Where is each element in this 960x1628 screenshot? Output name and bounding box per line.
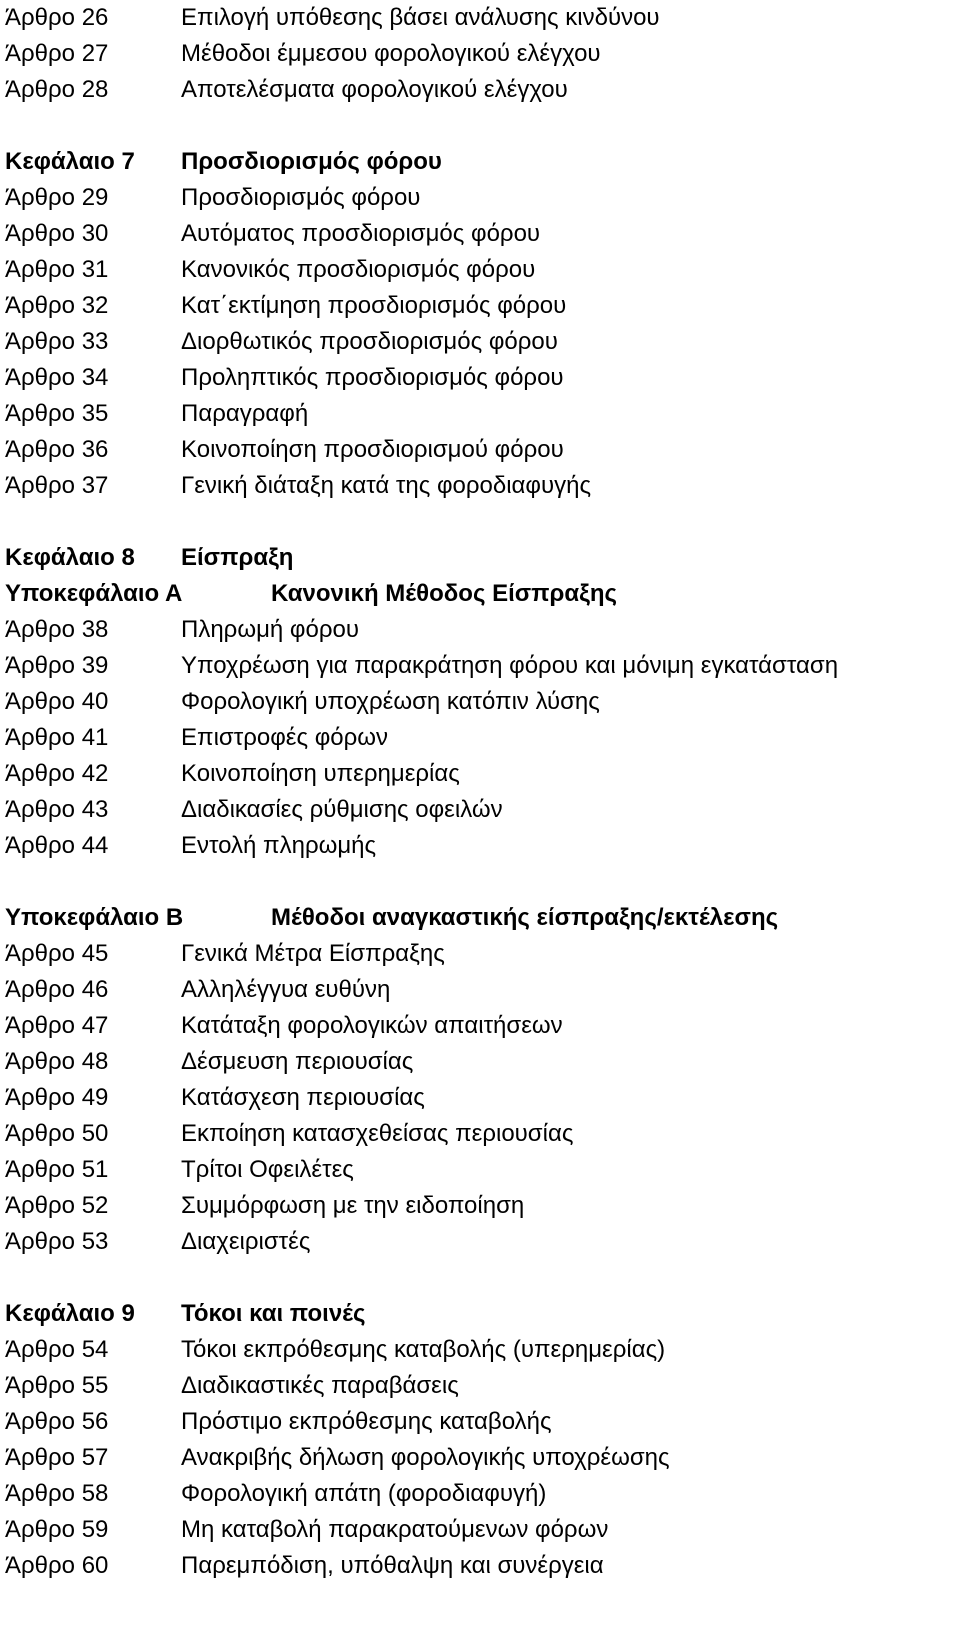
- article-label: Άρθρο 27: [5, 40, 109, 67]
- article-row: [5, 288, 955, 324]
- article-row: [5, 432, 955, 468]
- article-title: Γενικά Μέτρα Είσπραξης: [181, 940, 445, 967]
- article-label: Άρθρο 53: [5, 1228, 109, 1255]
- article-label: Άρθρο 35: [5, 400, 109, 427]
- article-row: [5, 180, 955, 216]
- article-title: Κοινοποίηση υπερημερίας: [181, 760, 460, 787]
- article-title: Επιστροφές φόρων: [181, 724, 388, 751]
- article-row: [5, 1548, 955, 1584]
- section-spacer: [5, 1260, 955, 1296]
- chapter-label: Κεφάλαιο 9: [5, 1300, 135, 1327]
- article-row: [5, 828, 955, 864]
- article-label: Άρθρο 56: [5, 1408, 109, 1435]
- article-row: [5, 1476, 955, 1512]
- article-title: Κατάταξη φορολογικών απαιτήσεων: [181, 1012, 563, 1039]
- chapter-label: Κεφάλαιο 7: [5, 148, 135, 175]
- article-label: Άρθρο 37: [5, 472, 109, 499]
- section-spacer: [5, 864, 955, 900]
- chapter-heading: [5, 144, 955, 180]
- article-title: Διορθωτικός προσδιορισμός φόρου: [181, 328, 558, 355]
- article-title: Δέσμευση περιουσίας: [181, 1048, 414, 1075]
- article-title: Αυτόματος προσδιορισμός φόρου: [181, 220, 541, 247]
- article-row: [5, 972, 955, 1008]
- article-label: Άρθρο 46: [5, 976, 109, 1003]
- article-label: Άρθρο 51: [5, 1156, 109, 1183]
- article-label: Άρθρο 28: [5, 76, 109, 103]
- article-title: Διαδικαστικές παραβάσεις: [181, 1372, 459, 1399]
- article-row: [5, 252, 955, 288]
- article-row: [5, 1332, 955, 1368]
- article-row: [5, 216, 955, 252]
- article-label: Άρθρο 29: [5, 184, 109, 211]
- article-label: Άρθρο 26: [5, 4, 109, 31]
- article-title: Πρόστιμο εκπρόθεσμης καταβολής: [181, 1408, 552, 1435]
- article-title: Προσδιορισμός φόρου: [181, 184, 421, 211]
- section-spacer: [5, 108, 955, 144]
- section-spacer: [5, 504, 955, 540]
- article-label: Άρθρο 50: [5, 1120, 109, 1147]
- article-row: [5, 648, 955, 684]
- table-of-contents: [5, 0, 955, 1584]
- chapter-title: Είσπραξη: [181, 544, 294, 571]
- article-row: [5, 720, 955, 756]
- article-row: [5, 1008, 955, 1044]
- article-row: [5, 1368, 955, 1404]
- article-row: [5, 324, 955, 360]
- article-title: Επιλογή υπόθεσης βάσει ανάλυσης κινδύνου: [181, 4, 660, 31]
- article-row: [5, 612, 955, 648]
- article-row: [5, 1512, 955, 1548]
- article-title: Εντολή πληρωμής: [181, 832, 377, 859]
- article-label: Άρθρο 44: [5, 832, 109, 859]
- article-label: Άρθρο 40: [5, 688, 109, 715]
- article-title: Φορολογική υποχρέωση κατόπιν λύσης: [181, 688, 600, 715]
- article-label: Άρθρο 42: [5, 760, 109, 787]
- article-title: Υποχρέωση για παρακράτηση φόρου και μόνιμη εγκατάσταση: [181, 652, 839, 679]
- chapter-heading: [5, 540, 955, 576]
- article-row: [5, 936, 955, 972]
- article-row: [5, 360, 955, 396]
- article-label: Άρθρο 32: [5, 292, 109, 319]
- article-label: Άρθρο 36: [5, 436, 109, 463]
- article-label: Άρθρο 41: [5, 724, 109, 751]
- article-row: [5, 468, 955, 504]
- article-title: Προληπτικός προσδιορισμός φόρου: [181, 364, 564, 391]
- article-label: Άρθρο 49: [5, 1084, 109, 1111]
- article-label: Άρθρο 48: [5, 1048, 109, 1075]
- article-label: Άρθρο 54: [5, 1336, 109, 1363]
- article-title: Κατ΄εκτίμηση προσδιορισμός φόρου: [181, 292, 567, 319]
- article-title: Εκποίηση κατασχεθείσας περιουσίας: [181, 1120, 574, 1147]
- subchapter-label: Υποκεφάλαιο Α: [5, 580, 183, 607]
- article-label: Άρθρο 57: [5, 1444, 109, 1471]
- article-label: Άρθρο 60: [5, 1552, 109, 1579]
- article-label: Άρθρο 58: [5, 1480, 109, 1507]
- article-title: Τρίτοι Οφειλέτες: [181, 1156, 354, 1183]
- article-label: Άρθρο 47: [5, 1012, 109, 1039]
- article-label: Άρθρο 31: [5, 256, 109, 283]
- article-title: Αλληλέγγυα ευθύνη: [181, 976, 391, 1003]
- article-label: Άρθρο 52: [5, 1192, 109, 1219]
- article-row: [5, 792, 955, 828]
- chapter-title: Τόκοι και ποινές: [181, 1300, 366, 1327]
- article-row: [5, 1044, 955, 1080]
- article-title: Ανακριβής δήλωση φορολογικής υποχρέωσης: [181, 1444, 670, 1471]
- article-title: Αποτελέσματα φορολογικού ελέγχου: [181, 76, 568, 103]
- article-label: Άρθρο 38: [5, 616, 109, 643]
- article-title: Παρεμπόδιση, υπόθαλψη και συνέργεια: [181, 1552, 604, 1579]
- article-title: Κατάσχεση περιουσίας: [181, 1084, 425, 1111]
- article-label: Άρθρο 39: [5, 652, 109, 679]
- article-title: Κοινοποίηση προσδιορισμού φόρου: [181, 436, 564, 463]
- subchapter-title: Μέθοδοι αναγκαστικής είσπραξης/εκτέλεσης: [271, 904, 779, 931]
- article-label: Άρθρο 30: [5, 220, 109, 247]
- article-row: [5, 1440, 955, 1476]
- subchapter-label: Υποκεφάλαιο Β: [5, 904, 184, 931]
- article-title: Φορολογική απάτη (φοροδιαφυγή): [181, 1480, 547, 1507]
- article-title: Συμμόρφωση με την ειδοποίηση: [181, 1192, 525, 1219]
- chapter-label: Κεφάλαιο 8: [5, 544, 135, 571]
- article-label: Άρθρο 34: [5, 364, 109, 391]
- article-row: [5, 684, 955, 720]
- article-label: Άρθρο 45: [5, 940, 109, 967]
- article-row: [5, 1080, 955, 1116]
- article-title: Μη καταβολή παρακρατούμενων φόρων: [181, 1516, 609, 1543]
- article-row: [5, 72, 955, 108]
- article-row: [5, 36, 955, 72]
- article-row: [5, 1152, 955, 1188]
- article-title: Διαδικασίες ρύθμισης οφειλών: [181, 796, 503, 823]
- article-row: [5, 1224, 955, 1260]
- subchapter-heading: [5, 576, 955, 612]
- article-title: Πληρωμή φόρου: [181, 616, 359, 643]
- article-title: Γενική διάταξη κατά της φοροδιαφυγής: [181, 472, 592, 499]
- article-title: Μέθοδοι έμμεσου φορολογικού ελέγχου: [181, 40, 601, 67]
- chapter-heading: [5, 1296, 955, 1332]
- article-row: [5, 756, 955, 792]
- article-row: [5, 0, 955, 36]
- article-row: [5, 396, 955, 432]
- article-row: [5, 1404, 955, 1440]
- article-label: Άρθρο 59: [5, 1516, 109, 1543]
- subchapter-title: Κανονική Μέθοδος Είσπραξης: [271, 580, 617, 607]
- article-title: Διαχειριστές: [181, 1228, 311, 1255]
- article-title: Παραγραφή: [181, 400, 309, 427]
- article-row: [5, 1116, 955, 1152]
- article-title: Τόκοι εκπρόθεσμης καταβολής (υπερημερίας): [181, 1336, 666, 1363]
- article-label: Άρθρο 43: [5, 796, 109, 823]
- article-row: [5, 1188, 955, 1224]
- article-label: Άρθρο 33: [5, 328, 109, 355]
- subchapter-heading: [5, 900, 955, 936]
- article-label: Άρθρο 55: [5, 1372, 109, 1399]
- chapter-title: Προσδιορισμός φόρου: [181, 148, 442, 175]
- article-title: Κανονικός προσδιορισμός φόρου: [181, 256, 536, 283]
